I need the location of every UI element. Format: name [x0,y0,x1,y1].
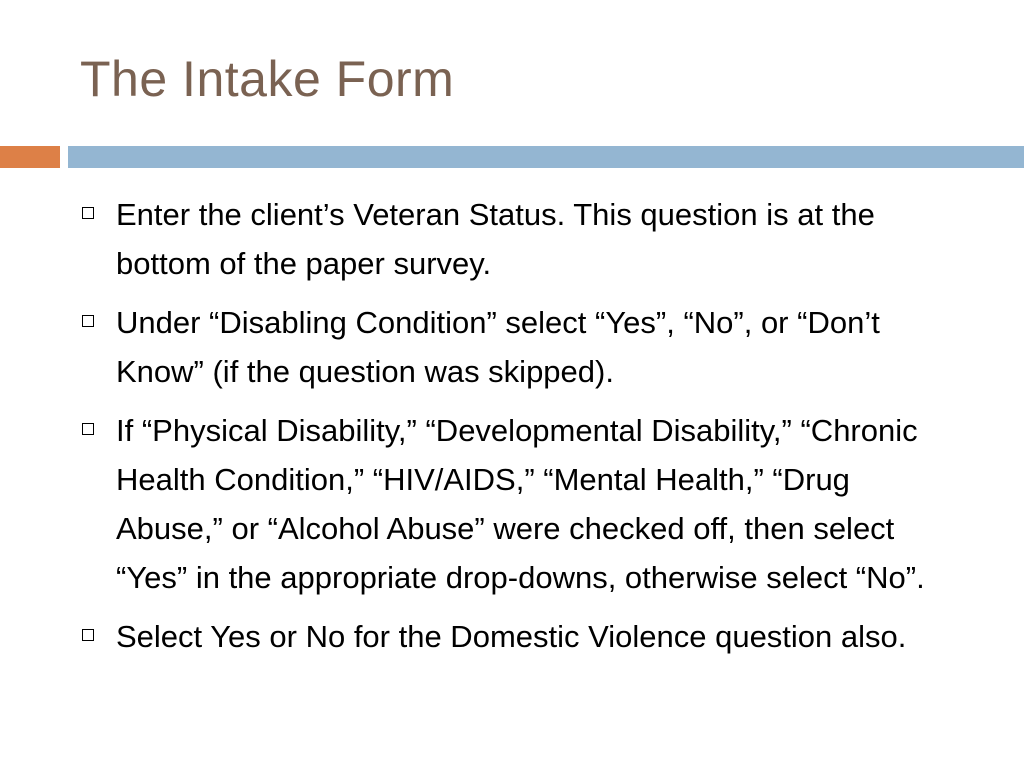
bullet-item-disability-types [80,406,960,602]
slide-title: The Intake Form [80,51,455,107]
bullet-text: Under “Disabling Condition” select “Yes”, “No”, or “Don’t Know” (if the question was skipped). [116,305,880,389]
bullet-item-domestic-violence [80,612,960,661]
bullet-item-disabling-condition [80,298,960,396]
bullet-text: If “Physical Disability,” “Developmental Disability,” “Chronic Health Condition,” “HIV/AIDS,” “Mental Health,” “Drug Abuse,” or “Alcohol Abuse” were checked off, then select “Yes” in the appropriate drop-downs, otherwise select “No”. [116,413,925,595]
bullet-list [80,190,960,671]
square-bullet-icon [82,423,94,435]
square-bullet-icon [82,315,94,327]
square-bullet-icon [82,629,94,641]
bullet-item-veteran-status [80,190,960,288]
title-rule-bar [68,146,1024,168]
square-bullet-icon [82,207,94,219]
bullet-text: Select Yes or No for the Domestic Violence question also. [116,619,907,654]
title-accent-bar [0,146,60,168]
bullet-text: Enter the client’s Veteran Status. This question is at the bottom of the paper survey. [116,197,875,281]
